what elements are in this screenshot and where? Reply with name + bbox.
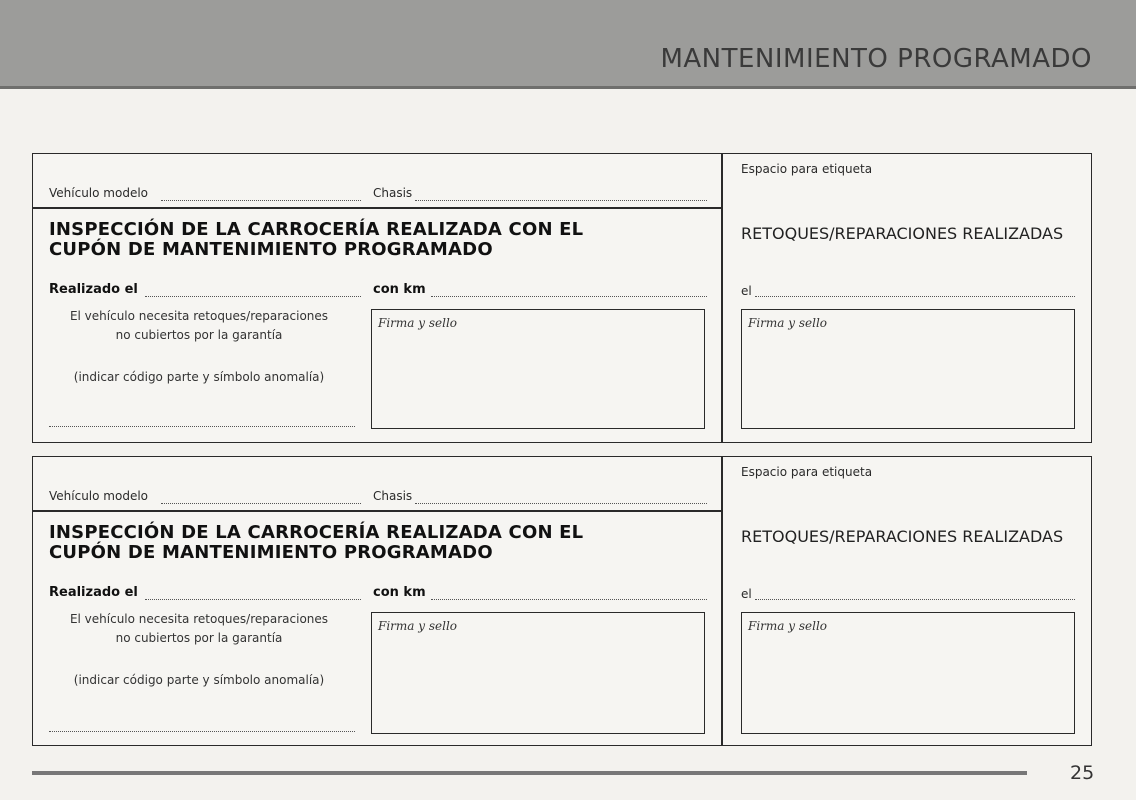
label-space-text: Espacio para etiqueta	[741, 465, 873, 479]
done-on-field[interactable]	[145, 296, 361, 297]
inspection-title-line2: CUPÓN DE MANTENIMIENTO PROGRAMADO	[49, 542, 493, 563]
km-field[interactable]	[431, 599, 707, 600]
repairs-signature-label: Firma y sello	[748, 316, 828, 330]
repairs-date-field[interactable]	[755, 296, 1075, 297]
vehicle-model-label: Vehículo modelo	[49, 489, 148, 503]
km-label: con km	[373, 282, 426, 297]
anomaly-field[interactable]	[49, 731, 355, 732]
indicate-code-text: (indicar código parte y símbolo anomalía)	[73, 370, 325, 384]
done-on-label: Realizado el	[49, 282, 138, 297]
needs-repair-line2: no cubiertos por la garantía	[115, 631, 283, 645]
inspection-title-line1: INSPECCIÓN DE LA CARROCERÍA REALIZADA CON EL	[49, 219, 584, 240]
card-horizontal-divider	[33, 510, 721, 512]
card-vertical-divider	[721, 154, 723, 442]
signature-label: Firma y sello	[378, 316, 458, 330]
inspection-title	[49, 220, 583, 260]
km-label: con km	[373, 585, 426, 600]
card-horizontal-divider	[33, 207, 721, 209]
anomaly-field[interactable]	[49, 426, 355, 427]
chassis-field[interactable]	[415, 200, 707, 201]
repairs-title: RETOQUES/REPARACIONES REALIZADAS	[741, 527, 1064, 546]
header-divider	[0, 86, 1136, 89]
chassis-label: Chasis	[373, 186, 413, 200]
repairs-date-label: el	[741, 587, 752, 601]
signature-box[interactable]	[371, 612, 705, 734]
vehicle-model-field[interactable]	[161, 200, 361, 201]
needs-repair-line1: El vehículo necesita retoques/reparaciones	[69, 612, 329, 626]
km-field[interactable]	[431, 296, 707, 297]
inspection-title-line1: INSPECCIÓN DE LA CARROCERÍA REALIZADA CON EL	[49, 522, 584, 543]
needs-repair-line1: El vehículo necesita retoques/reparaciones	[69, 309, 329, 323]
chassis-label: Chasis	[373, 489, 413, 503]
repairs-date-label: el	[741, 284, 752, 298]
inspection-card-1	[32, 153, 1092, 443]
vehicle-model-field[interactable]	[161, 503, 361, 504]
inspection-title	[49, 523, 583, 563]
label-space-text: Espacio para etiqueta	[741, 162, 873, 176]
page-number: 25	[1070, 762, 1095, 784]
indicate-code-text: (indicar código parte y símbolo anomalía)	[73, 673, 325, 687]
repairs-signature-label: Firma y sello	[748, 619, 828, 633]
repairs-signature-box[interactable]	[741, 309, 1075, 429]
repairs-date-field[interactable]	[755, 599, 1075, 600]
repairs-signature-box[interactable]	[741, 612, 1075, 734]
card-vertical-divider	[721, 457, 723, 745]
page-title: MANTENIMIENTO PROGRAMADO	[660, 44, 1092, 74]
inspection-card-2	[32, 456, 1092, 746]
inspection-title-line2: CUPÓN DE MANTENIMIENTO PROGRAMADO	[49, 239, 493, 260]
needs-repair-line2: no cubiertos por la garantía	[115, 328, 283, 342]
signature-label: Firma y sello	[378, 619, 458, 633]
chassis-field[interactable]	[415, 503, 707, 504]
done-on-field[interactable]	[145, 599, 361, 600]
needs-repair-text	[49, 307, 349, 345]
needs-repair-text	[49, 610, 349, 648]
done-on-label: Realizado el	[49, 585, 138, 600]
repairs-title: RETOQUES/REPARACIONES REALIZADAS	[741, 224, 1064, 243]
vehicle-model-label: Vehículo modelo	[49, 186, 148, 200]
footer-rule	[32, 771, 1027, 775]
signature-box[interactable]	[371, 309, 705, 429]
